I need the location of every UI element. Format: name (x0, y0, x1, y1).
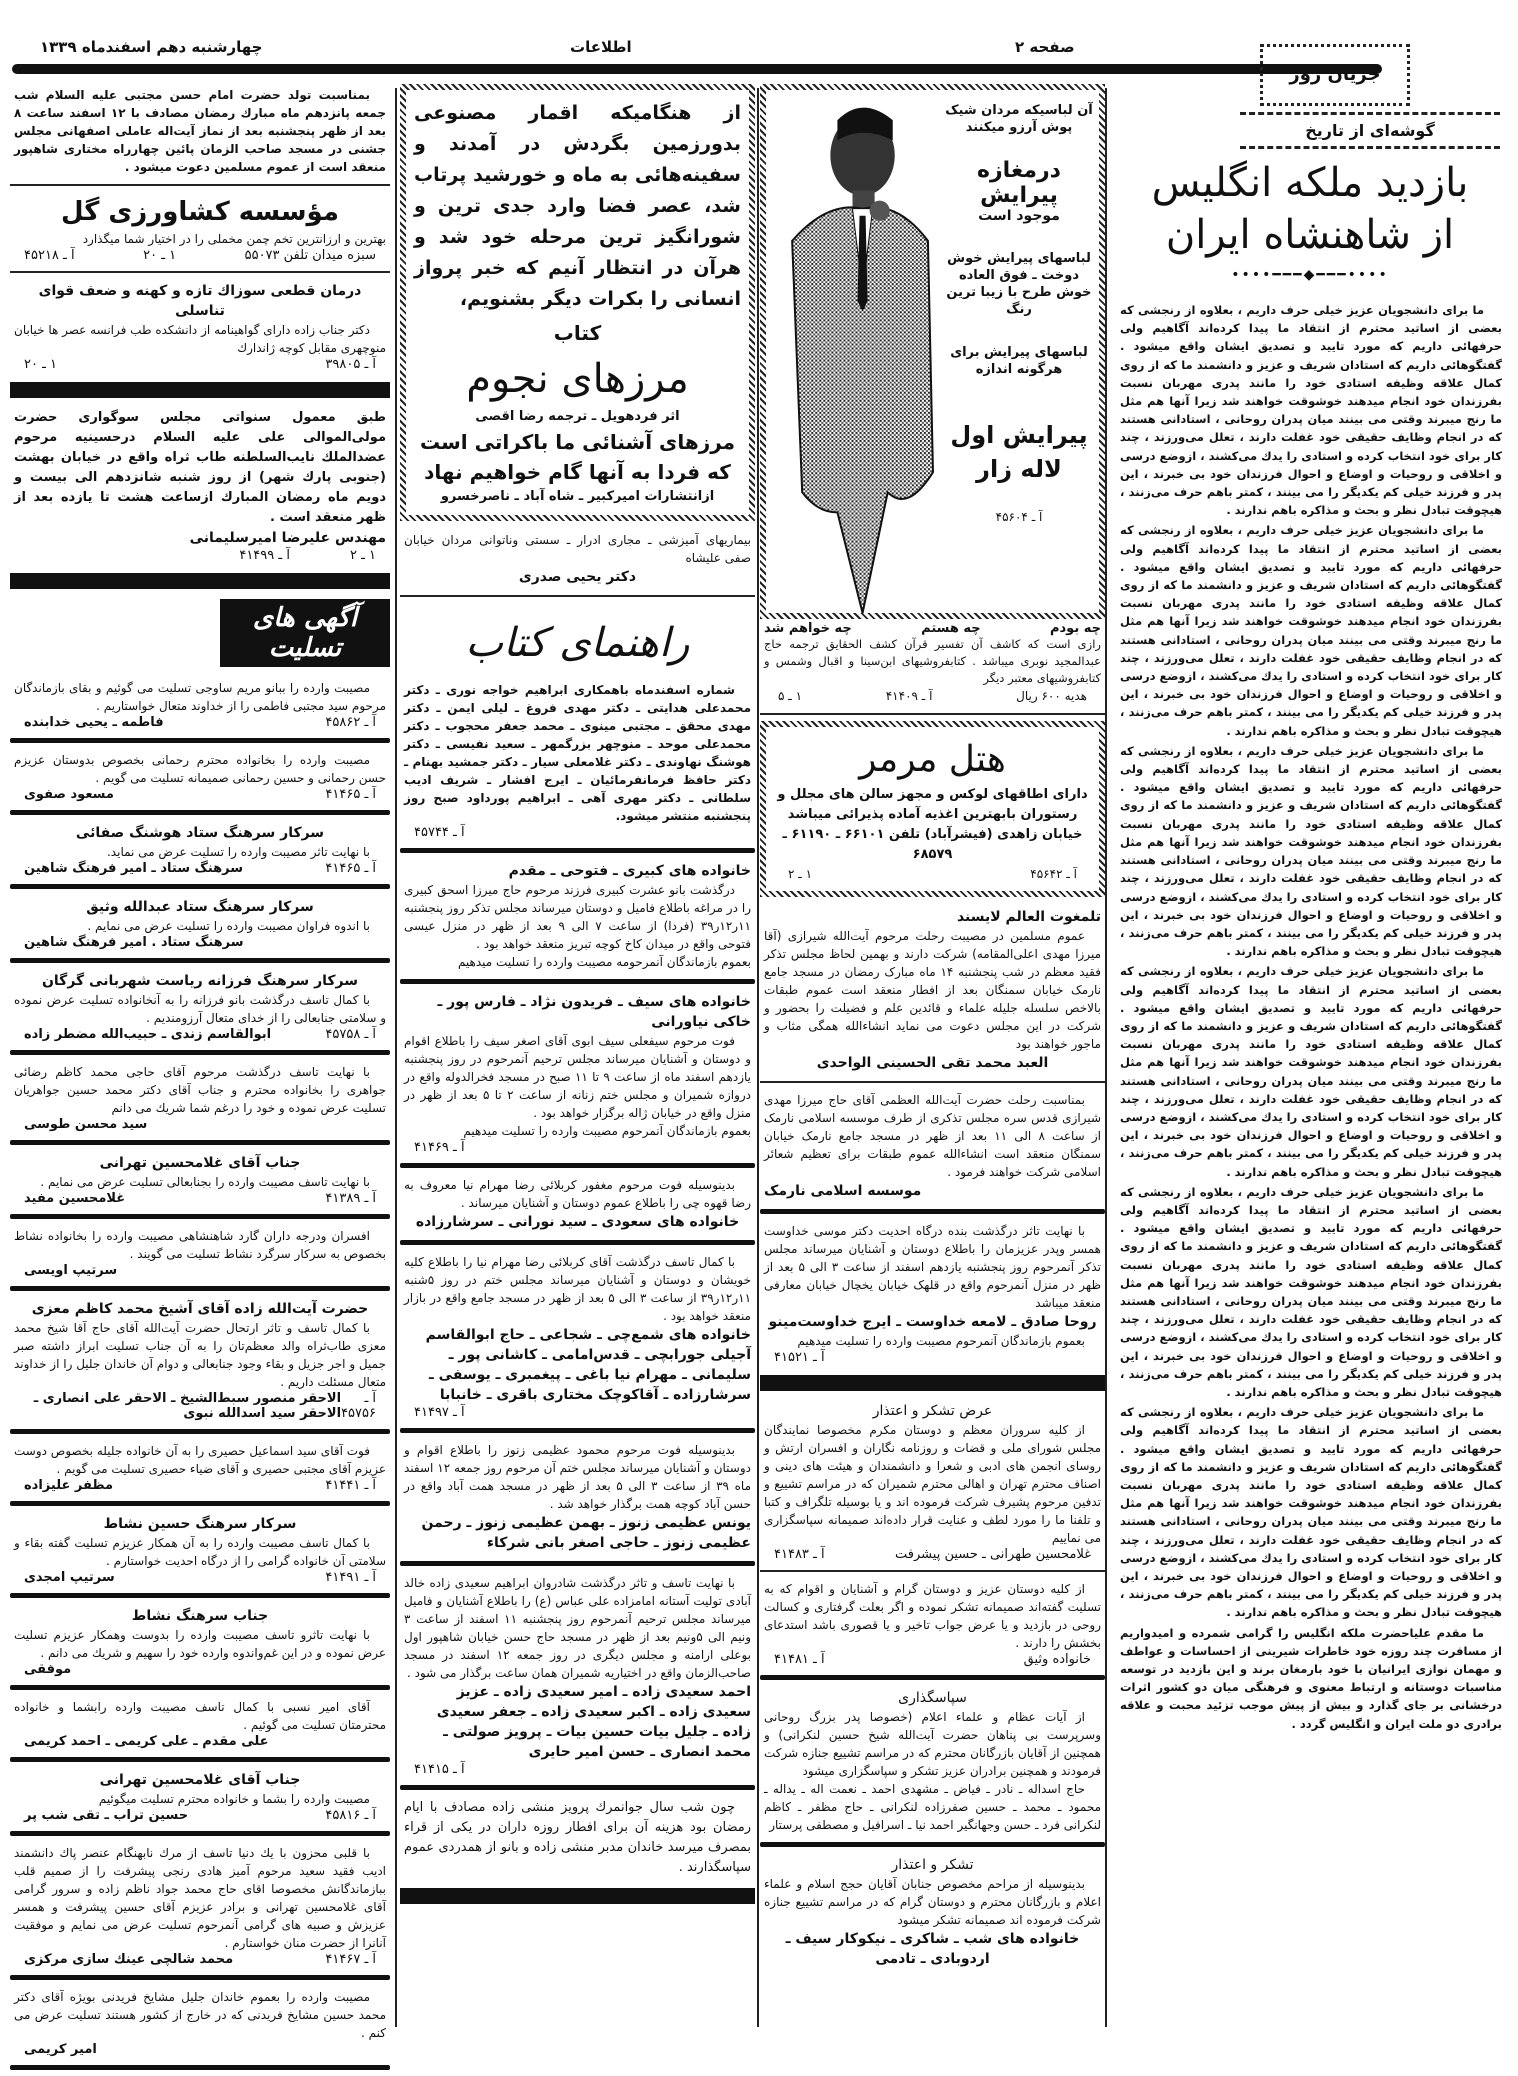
black-divider (10, 382, 390, 398)
condolence-notice (10, 677, 390, 732)
notice-title: سپاسگذاری (898, 1690, 967, 1706)
column-divider (395, 88, 397, 2027)
notice-body: دکتر جناب زاده دارای گواهینامه از دانشکده طب فرانسه عصر ها خیابان منوچهری مقابل کوچه ژاندارك (14, 323, 386, 355)
notice-title: درمان قطعی سوزاك تازه و کهنه و ضعف قوای تناسلی (38, 283, 362, 319)
notice-body: چون شب سال جوانمرك پرویز منشی زاده مصادف با ایام رمضان بود هزینه آن برای افطار روزه داران در یکی از قراء بمصرف میرسد خاندان مدبر منشی زاده و بانو از همدردی عموم سپاسگذارند . (404, 1800, 751, 1875)
notice-body: بعموم بازماندگان آنمرحوم مصیبت وارده را تسلیت میدهیم (797, 1334, 1085, 1348)
astronomy-book-title: مرزهای نجوم (466, 356, 689, 402)
notice-body: با اندوه فراوان مصیبت وارده را تسلیت عرض می نمایم . (87, 919, 370, 933)
man-in-suit-icon (766, 90, 939, 613)
ads-column-4 (10, 84, 390, 2076)
condolence-notice (10, 749, 390, 804)
condolence-notice (10, 1696, 390, 1751)
suit-ad-brand: پیرایش اول (950, 421, 1088, 449)
notice-body: بدینوسیله فوت مرحوم محمود عظیمی زنوز را باطلاع اقوام و دوستان و آشنایان میرساند مجلس ختم آن مرحوم روز جمعه ۱۲ اسفند ماه ۳۹ از ساعت ۳ الی ۵ بعد از ظهر در مسجد همت آباد واقع در حسن آباد کوچه همت برگذار خواهد شد . (404, 1443, 751, 1511)
divider (10, 1050, 390, 1055)
notice-body: عموم مسلمین در مصیبت رحلت مرحوم آیت‌الله شیرازی (آقا میرزا مهدی اعلی‌المقامه) شرکت دارند و بهمین لحاظ مجلس تذکر فقید معظم در شب پنجشنبه ۱۴ ماه مبارک رمضان در مسجد جامع نارمک خیابان سمنگان بعد از افطار منعقد است عموم طبقات بالاخص سلسله جلیله علماء و قائدین علم و فضیلت را بحضور و شرکت در این مجلس دعوت می نماید انشاءالله همگی مثاب و ماجور خواهند بود (764, 929, 1101, 1051)
ad-code: آ ـ ۴۱۴۰۹ (885, 689, 933, 703)
notice-signature: علی مقدم ـ علی کریمی ـ احمد کریمی (24, 1734, 269, 1749)
notice-title: سرکار سرهنگ فرزانه ریاست شهربانی گرگان (41, 973, 359, 989)
condolence-notice (10, 895, 390, 952)
suit-ad (760, 84, 1105, 619)
notice-footer (14, 357, 386, 372)
suit-ad-intro: آن لباسیکه مردان شیک پوش آرزو میکنند (945, 103, 1093, 135)
divider (400, 1428, 755, 1433)
editorial-body (1110, 301, 1510, 1733)
book-razi-body: رازی است که کاشف آن تفسیر قرآن کشف الحقایق ترجمه حاج عبدالمجید نوبری میباشد . کتابفروشیهای ابن‌سینا و اقبال وشمس و کتابفروشیهای معتبر دیگر (764, 637, 1101, 685)
editorial-column (1110, 64, 1510, 1735)
notice-signature: مظفر علیزاده (24, 1478, 114, 1493)
notice-footer (14, 1734, 386, 1749)
notice-footer (14, 1478, 386, 1493)
hotel-marmar-ad (760, 721, 1105, 897)
notice-body: مصیبت وارده را بخانواده محترم رحمانی بخصوص بدوستان عزیزم حسن رحمانی و حسین رحمانی صمیمانه تسلیت می گویم . (14, 753, 386, 785)
divider (10, 271, 390, 273)
book-guide-ad (400, 603, 755, 842)
notice-signature: حسین تراب ـ تقی شب پر (24, 1808, 189, 1823)
condolence-notice (10, 1986, 390, 2059)
agri-title: مؤسسه کشاورزی گل (61, 197, 339, 227)
notice-signature: سرهنگ ستاد ـ امیر فرهنگ شاهین (24, 861, 244, 876)
notice-body: با کمال تاسف مصیبت وارده را به آن همکار عزیزم تسلیت گفته بقاء و سلامتی آن خانواده گرامی را از درگاه احدیت خواستارم . (14, 1536, 386, 1568)
ad-code: آ ـ ۴۱۴۶۹ (414, 1140, 465, 1155)
notice-signature: سرهنگ ستاد . امیر فرهنگ شاهین (24, 935, 244, 950)
column-divider (757, 88, 759, 2027)
notice-footer (764, 1547, 1101, 1562)
ad-code: آ ـ ۴۱۴۸۱ (774, 1652, 825, 1667)
notice-footer (14, 2042, 386, 2057)
editorial-paragraph: ما برای دانشجویان عزیز خیلی حرف داریم ، بعلاوه از رنجشی که بعضی از اساتید محترم از انتقاد ما پیدا کرده‌اند آگاهیم ولی حرفهائی داریم که مورد تایید و تصدیق ایشان واقع میشود . گفتگوهائی داریم که استادان شریف و عزیز و دانشمند ما که از روی کمال علاقه وظیفه استادی خود را مانند پدری مهربان نسبت بفرزندان خود انجام میدهند خوشوقت خواهند شد زیرا آنها هم مثل ما رنج میبرند وقتی می بینند میان پدران روحانی ، استادانی هستند که در انجام وظایف حقیقی خود غفلت دارند ، تعلل می‌ورزند ، چند کار برای خود انتخاب کرده و استادی را یدك می‌کشند ، ازوضع درسی و اخلاقی و روحیات و اوضاع و احوال فرزندان خود بی خبرند ، این پدر و فرزند خیلی کم یکدیگر را می بینند ، کمتر باهم حرف می‌زنند ، هیچوقت تبادل نظر و بحث و مذاکره باهم ندارند . (1120, 303, 1502, 518)
notice-title: خانواده های کبیری ـ فتوحی ـ مقدم (508, 863, 751, 879)
obituary-notice (400, 1251, 755, 1422)
hotel-footer (774, 865, 1091, 883)
notice-signature: خانواده وثیق (1023, 1652, 1091, 1667)
divider (10, 1831, 390, 1836)
book-guide-title: راهنمای کتاب (465, 620, 690, 666)
obituary-notice (400, 1796, 755, 1880)
masthead (10, 30, 1390, 80)
divider (760, 1209, 1105, 1214)
section-label: جریان روز (1289, 64, 1381, 85)
notice-signature: روحا صادق ـ لامعه خداوست ـ ایرج خداوست‌مینو (768, 1314, 1097, 1330)
ad-code: آ ـ ۴۵۷۴۴ (414, 825, 465, 840)
ad-code: آ ـ ۴۵۸۶۲ (325, 715, 376, 730)
history-label: گوشه‌ای از تاریخ (1305, 121, 1435, 140)
ad-code: آ ـ ۴۵۸۱۶ (325, 1808, 376, 1823)
notice-signature: غلامحسین مفید (24, 1191, 126, 1206)
notice-footer (764, 1350, 1101, 1365)
divider (10, 2065, 390, 2070)
section-label-box (1260, 44, 1410, 106)
notice-body: مصیبت وارده را بعموم خاندان جلیل مشایخ فریدنی بویژه آقای دکتر محمد حسین مشایخ فریدنی که در خارج از کشور هستند تسلیت عرض می کنم . (14, 1990, 386, 2040)
notice-signature: سید محسن طوسی (24, 1117, 148, 1132)
notice-signature: موسسه اسلامی نارمک (764, 1183, 922, 1199)
ads-column-3 (400, 84, 755, 1912)
notice-signature: موفقی (24, 1662, 72, 1677)
issue-date: چهارشنبه دهم اسفندماه ۱۳۳۹ (40, 38, 263, 56)
notice-title: عرض تشکر و اعتذار (872, 1403, 993, 1419)
page-number: صفحه ۲ (1015, 38, 1075, 56)
divider (760, 1842, 1105, 1847)
notice-body: مصیبت وارده را ببانو مریم ساوجی تسلیت می گوئیم و بقای بازماندگان مرحوم سید مجتبی فاطمی را از خداوند متعال خواستاریم . (14, 681, 386, 713)
notice-body: با کمال تاسف درگذشت بانو فرزانه را به آنخانواده تسلیت عرض نموده و سلامتی جنابعالی را از خدای متعال آرزومندیم . (14, 993, 386, 1025)
condolence-notice (10, 1440, 390, 1495)
hotel-body: دارای اطاقهای لوکس و مجهز سالن های مجلل و رستوران بابهترین اغذیه آماده پذیرائی میباشد (777, 787, 1088, 822)
notice-body: با نهایت تاسف و تاثر درگذشت شادروان ابراهیم سعیدی زاده خالد آبادی تولیت آستانه امامزاده علی عباس (ع) را باطلاع آشنایان و فامیل میرساند مجلس ترحیم آنمرحوم روز پنجشنبه ۱۱ اسفند از ساعت ۳ ونیم الی ۵ونیم بعد از ظهر در مسجد حاج حسن خیابان شاهپور اول بوعلی ارامنه و مجلس دیگری در روز جمعه ۱۲ اسفند در مسجد صاحب‌الزمان واقع در اختیاریه شمیران همان ساعت برگذار می شود . (404, 1576, 752, 1680)
history-label-box (1240, 112, 1500, 149)
notice-body: بهترین و ارزانترین تخم چمن مخملی را در اختیار شما میگذارد (82, 232, 386, 246)
condolence-notice (10, 1297, 390, 1423)
notice-signature: خانواده های شب ـ شاکری ـ نیکوکار سیف ـ اردوبادی ـ تادمی (785, 1931, 1080, 1967)
run-number: ۱ ـ ۲۰ (24, 357, 58, 372)
notice-title: جناب آقای غلامحسین تهرانی (99, 1772, 301, 1788)
notice-body: از کلیه سروران معظم و دوستان مکرم مخصوصا نمایندگان مجلس شورای ملی و قضات و روزنامه نگاران و افسران ارتش و روسای انجمن های ادبی و شعرا و دانشمندان و هیئت های دینی و اصناف محترم تهران و اهالی محترم شمیران که در مراسم تشییع و تدفین مرحوم پشیرف شرکت فرموده اند و یا بوسیله تلگراف و کتبا و تلفنا ما را مورد لطف و عنایت قرار داده‌اند صمیمانه سپاسگزاری می نماییم (764, 1423, 1101, 1545)
notice-footer (14, 548, 386, 563)
notice-signature: العبد محمد تقی الحسینی الواحدی (816, 1055, 1049, 1071)
notice-body: از کلیه دوستان عزیز و دوستان گرام و آشنایان و اقوام که به تسلیت گفته‌اند صمیمانه تشکر نموده و اگر بعلت گرفتاری و کسالت روحی در بازدید و یا عرض جواب تاخیر و یا قصوری باشد استدعای بخشش را دارند . (764, 1582, 1101, 1650)
notice-body: طبق معمول سنواتی مجلس سوگواری حضرت مولی‌الموالی علی علیه السلام درحسینیه مرحوم عضدالملك نایب‌السلطنه طاب ثراه واقع در خیابان بهشت (جنوبی پارك شهر) از روز شنبه شانزدهم الی بیست و دویم ماه رمضان المبارك ازساعت هشت تا یازده بعد از ظهر منعقد است . (14, 410, 386, 525)
ad-code: آ ـ ۴۱۵۲۱ (774, 1350, 825, 1365)
notice-body: مصیبت وارده را بشما و خانواده محترم تسلیت میگوئیم (98, 1792, 370, 1806)
notice-signature: محمد شالچی عینك سازی مرکزی (24, 1952, 234, 1967)
editorial-paragraph: ما برای دانشجویان عزیز خیلی حرف داریم ، بعلاوه از رنجشی که بعضی از اساتید محترم از انتقاد ما پیدا کرده‌اند آگاهیم ولی حرفهائی داریم که مورد تایید و تصدیق ایشان واقع میشود . گفتگوهائی داریم که استادان شریف و عزیز و دانشمند ما که از روی کمال علاقه وظیفه استادی خود را مانند پدری مهربان نسبت بفرزندان خود انجام میدهند خوشوقت خواهند شد زیرا آنها هم مثل ما رنج میبرند وقتی می بینند میان پدران روحانی ، استادانی هستند که در انجام وظایف حقیقی خود غفلت دارند ، تعلل می‌ورزند ، چند کار برای خود انتخاب کرده و استادی را یدك می‌کشند ، ازوضع درسی و اخلاقی و روحیات و اوضاع و احوال فرزندان خود بی خبرند ، این پدر و فرزند خیلی کم یکدیگر را می بینند ، کمتر باهم حرف می‌زنند ، هیچوقت تبادل نظر و بحث و مذاکره باهم ندارند . (1120, 743, 1502, 959)
notice-body: بمناسبت رحلت حضرت آیت‌الله العظمی آقای حاج میرزا مهدی شیرازی قدس سره مجلس تذکری از طرف موسسه اسلامی نارمک از ساعت ۸ الی ۱۱ بعد از ظهر در مسجد جامع نارمک خیابان سمنگان منعقد است انشاءالله عموم طبقات برای تعظیم شعائر اسلامی شرکت خواهند فرمود . (764, 1093, 1101, 1179)
astronomy-author: اثر فردهویل ـ ترجمه رضا اقصی (475, 409, 680, 424)
notice-footer (14, 248, 386, 263)
suit-ad-available: موجود است (978, 208, 1060, 224)
notice-body: شماره اسفندماه باهمکاری ابراهیم خواجه نوری ـ دکتر محمدعلی هدایتی ـ دکتر مهدی فروغ ـ لیلی ایمن ـ دکتر مهدی محقق ـ مجتبی مینوی ـ محمد جعفر محجوب ـ دکتر محمدعلی موحد ـ منوچهر بزرگمهر ـ سعید نفیسی ـ دکتر هوشنگ نهاوندی ـ دکتر غلامعلی سیار ـ دکتر جمشید بهنام ـ دکتر حافظ فرمانفرمائیان ـ ایرج افشار ـ شریف ادیب سلطانی ـ دکتر مهری آهی ـ ابراهیم پورداود صبح روز پنجشنبه منتشر میشود. (404, 683, 751, 823)
divider (10, 1214, 390, 1219)
condolence-notice (10, 1768, 390, 1825)
suit-illustration (766, 90, 939, 613)
notice-signature: احمد سعیدی زاده ـ امیر سعیدی زاده ـ عزیز سعیدی زاده ـ اکبر سعیدی زاده ـ جعفر سعیدی زاده ـ جلیل بیات حسین بیات ـ پرویز صولتی ـ محمد انصاری ـ حسن امیر حایری (436, 1684, 751, 1760)
main-headline (1110, 157, 1510, 261)
divider (10, 738, 390, 743)
notice-body: با نهایت تاسف مصیبت وارده را بجنابعالی تسلیت عرض می نمایم . (40, 1175, 370, 1189)
narmak-notice (760, 1089, 1105, 1203)
notice-footer (404, 1140, 751, 1155)
notice-signature: فاطمه ـ یحیی خدابنده (24, 715, 164, 730)
notice-body: با قلبی محزون با یك دنیا تاسف از مرك نابهنگام عنصر پاك دانشمند ادیب فقید سعید مرحوم آمیز هادی رنجی پیشرفت را از صمیم قلب ببازماندگانش مخصوصا اقای حاج محمد جواد ناظم زاده و سرور گرامی آقای غلامحسین تهرانی و برادر عزیزم آقای حسین پیشرفت و همسر عزیزش و صبیه های گرامی آنمرحوم تسلیت عرض می نمایم و موفقیت آنانرا از حضرت منان خواستارم . (14, 1846, 386, 1950)
book-razi-title (764, 621, 1101, 636)
thanks-notice (760, 1853, 1105, 1971)
notice-signature: مسعود صفوی (24, 787, 114, 802)
newspaper-name: اطلاعات (570, 38, 632, 56)
divider (400, 1785, 755, 1790)
divider (400, 1163, 755, 1168)
suit-ad-store: درمغازه پیرایش (977, 158, 1061, 208)
editorial-paragraph: ما برای دانشجویان عزیز خیلی حرف داریم ، بعلاوه از رنجشی که بعضی از اساتید محترم از انتقاد ما پیدا کرده‌اند آگاهیم ولی حرفهائی داریم که مورد تایید و تصدیق ایشان واقع میشود . گفتگوهائی داریم که استادان شریف و عزیز و دانشمند ما که از روی کمال علاقه وظیفه استادی خود را مانند پدری مهربان نسبت بفرزندان خود انجام میدهند خوشوقت خواهند شد زیرا آنها هم مثل ما رنج میبرند وقتی می بینند میان پدران روحانی ، استادانی هستند که در انجام وظایف حقیقی خود غفلت دارند ، تعلل می‌ورزند ، چند کار برای خود انتخاب کرده و استادی را یدك می‌کشند ، ازوضع درسی و اخلاقی و روحیات و اوضاع و احوال فرزندان خود بی خبرند ، این پدر و فرزند خیلی کم یکدیگر را می بینند ، کمتر باهم حرف می‌زنند ، هیچوقت تبادل نظر و بحث و مذاکره باهم ندارند . (1120, 1184, 1502, 1399)
notice-signature: مهندس علیرضا امیرسلیمانی (189, 530, 386, 546)
notice-title: تشکر و اعتذار (891, 1857, 974, 1873)
ad-code: آ ـ ۴۱۴۹۷ (414, 1405, 465, 1420)
condolence-notice (10, 1061, 390, 1134)
notice-footer (404, 1762, 751, 1777)
ad-code: آ ـ ۴۱۴۱۵ (414, 1762, 465, 1777)
thanks-notice (760, 1578, 1105, 1669)
notice-title: سرکار سرهنگ ستاد عبدالله وثیق (86, 899, 314, 915)
notice-signature: خانواده های سعودی ـ سید نورانی ـ سرشارزاده (415, 1214, 740, 1230)
divider (400, 979, 755, 984)
thanks-notice (760, 1399, 1105, 1564)
notice-body: فوت مرحوم سیفعلی سیف ابوی آقای اصغر سیف را باطلاع اقوام و دوستان و آشنایان میرساند مجلس ترحیم آنمرحوم در روز پنجشنبه یازدهم اسفند ماه از ساعت ۹ تا ۱۱ صبح در مسجد فخرالدوله واقع در دروازه شمیران و مجلس ختم زنانه از ساعت ۲ تا ۵ بعد از ظهر در منزل واقع در خیابان ژاله برگزار خواهد بود . (404, 1034, 752, 1120)
notice-body: بدینوسیله فوت مرحوم مغفور کربلائی رضا مهرام نیا معروف به رضا قهوه چی را باطلاع عموم دوستان و آشنایان میرساند . (404, 1178, 751, 1210)
notice-footer (14, 715, 386, 730)
divider (760, 1570, 1105, 1572)
agri-ad (10, 192, 390, 265)
ornament-divider: ••••━━━◆━━━•••• (1231, 267, 1389, 283)
notice-body: بیماریهای آمیزشی ـ مجاری ادرار ـ سستی وناتوانی مردان خیابان صفی علیشاه (404, 533, 751, 565)
ad-code: آ ـ ۴۱۴۶۵ (325, 787, 376, 802)
notice-footer (404, 825, 751, 840)
black-divider (10, 573, 390, 589)
divider (400, 1561, 755, 1566)
notice-signature: یونس عظیمی زنوز ـ بهمن عظیمی زنوز ـ رحمن عظیمی زنوز ـ حاجی اصغر بانی شرکاء (421, 1515, 751, 1551)
book-razi-footer (764, 687, 1101, 705)
notice-title: سرکار سرهنگ حسین نشاط (103, 1516, 297, 1532)
hotel-address: خیابان زاهدی (فیشرآباد) تلفن ۶۶۱۰۱ ـ ۶۱۱۹۰ ـ ۶۸۵۷۹ (782, 827, 1083, 862)
run-number: ۱ ـ ۲ (349, 548, 376, 563)
title-part: چه خواهم شد (764, 621, 852, 636)
astronomy-book-label: کتاب (553, 321, 602, 345)
ad-code: آ ـ ۴۵۶۴۲ (1030, 867, 1077, 881)
ads-column-2 (760, 84, 1105, 1971)
divider (10, 1501, 390, 1506)
notice-signature: الاحقر منصور سبط‌الشیخ ـ الاحقر علی انصاری ـ الاحقر سید اسدالله نبوی (33, 1391, 342, 1421)
notice-body: فوت آقای سید اسماعیل حصیری را به آن خانواده جلیله بخصوص دوست عزیزم آقای مجتبی حصیری و آقای ضیاء حصیری تسلیت می گویم . (14, 1444, 386, 1476)
suit-ad-desc: لباسهای پیرایش خوش دوخت ـ فوق العاده خوش طرح با زیبا ترین رنگ (946, 251, 1092, 317)
suit-ad-location: لاله زار (976, 455, 1062, 483)
condolence-notice (10, 1151, 390, 1208)
gratitude-notice (760, 1686, 1105, 1836)
ad-code: آ ـ ۳۹۸۰۵ (325, 357, 376, 372)
ad-code: آ ـ ۴۱۴۹۱ (325, 1570, 376, 1585)
condolence-notice (10, 821, 390, 878)
ad-code: آ ـ ۴۵۲۱۸ (24, 248, 75, 263)
obituary-notice (400, 1174, 755, 1234)
notice-signature: سرتیپ امجدی (24, 1570, 115, 1585)
price: هدیه ۶۰۰ ریال (1016, 689, 1087, 703)
khodadoost-notice (760, 1220, 1105, 1367)
address: سبزه میدان تلفن ۵۵۰۷۳ (244, 248, 376, 263)
book-razi-ad (760, 619, 1105, 707)
notice-footer (14, 861, 386, 876)
ad-code: آ ـ ۴۱۴۶۷ (325, 1952, 376, 1967)
notice-footer (404, 1405, 751, 1420)
doctor-name: دکتر یحیی صدری (518, 569, 637, 585)
headline-line-1: بازدید ملکه انگلیس (1151, 160, 1469, 206)
editorial-paragraph: ما برای دانشجویان عزیز خیلی حرف داریم ، بعلاوه از رنجشی که بعضی از اساتید محترم از انتقاد ما پیدا کرده‌اند آگاهیم ولی حرفهائی داریم که مورد تایید و تصدیق ایشان واقع میشود . گفتگوهائی داریم که استادان شریف و عزیز و دانشمند ما که از روی کمال علاقه وظیفه استادی خود را مانند پدری مهربان نسبت بفرزندان خود انجام میدهند خوشوقت خواهند شد زیرا آنها هم مثل ما رنج میبرند وقتی می بینند میان پدران روحانی ، استادانی هستند که در انجام وظایف حقیقی خود غفلت دارند ، تعلل می‌ورزند ، چند کار برای خود انتخاب کرده و استادی را یدك می‌کشند ، ازوضع درسی و اخلاقی و روحیات و اوضاع و احوال فرزندان خود بی خبرند ، این پدر و فرزند خیلی کم یکدیگر را می بینند ، کمتر باهم حرف می‌زنند ، هیچوقت تبادل نظر و بحث و مذاکره باهم ندارند . (1120, 1405, 1502, 1620)
divider (10, 184, 390, 186)
title-part: چه بودم (1049, 621, 1101, 636)
notice-signature: امیر کریمی (24, 2042, 97, 2057)
divider (10, 1286, 390, 1291)
masthead-rule (12, 64, 1382, 74)
run-number: ۱ ـ ۲۰ (143, 248, 177, 263)
condolence-notice (10, 1842, 390, 1969)
divider (10, 958, 390, 963)
hotel-title: هتل مرمر (859, 739, 1006, 780)
astronomy-tagline: مرزهای آشنائی ما باکراتی است که فردا به آنها گام خواهیم نهاد (419, 430, 736, 484)
divider (10, 1685, 390, 1690)
mourning-ad (10, 406, 390, 565)
notice-footer (14, 1952, 386, 1967)
doctor-ad (400, 529, 755, 589)
ad-code: آ ـ ۴۱۴۹۹ (239, 548, 290, 563)
divider (760, 1081, 1105, 1083)
notice-title: تلمغوت العالم لایسند (956, 909, 1101, 925)
notice-signature: بعموم بازماندگان آنمرحومه مصیبت وارده را تسلیت میدهیم (457, 955, 751, 969)
notice-signature: ابوالقاسم زندی ـ حبیب‌الله مضطر زاده (24, 1027, 272, 1042)
ad-code: آ ـ ۴۱۳۸۹ (325, 1191, 376, 1206)
notice-footer (14, 1263, 386, 1278)
ad-code: آ ـ ۴۱۴۴۱ (325, 1478, 376, 1493)
black-divider (760, 1375, 1105, 1391)
notice-footer (14, 1662, 386, 1677)
ad-code: آ ـ ۴۱۴۶۵ (325, 861, 376, 876)
title-part: چه هستم (921, 621, 981, 636)
telegram-notice (760, 905, 1105, 1075)
notice-body: از آیات عظام و علماء اعلام (خصوصا پدر بزرگ روحانی وسرپرست بی پناهان حضرت آیت‌الله شیخ حسین لنکرانی) و همچنین از آقایان بازرگانان محترم که در مراسم تشییع جنازه شرکت فرمودند و همچنین برادران عزیز تشکر و سپاسگزاری میشود (764, 1710, 1101, 1778)
notice-footer (14, 1570, 386, 1585)
black-divider (400, 1888, 755, 1904)
condolence-section-banner: آگهی های تسلیت (220, 599, 390, 667)
obituary-notice (400, 990, 755, 1157)
divider (400, 595, 755, 597)
notice-signature: بعموم بازماندگان آنمرحوم مصیبت وارده را تسلیت میدهیم (463, 1124, 751, 1138)
notice-body: بدینوسیله از مراحم مخصوص جنابان آقایان حجج اسلام و علماء اعلام و بازرگانان محترم و دوستان گرام که در مراسم تشییع جنازه شرکت فرموده اند صمیمانه تشکر میشود (764, 1877, 1101, 1927)
notice-signature: خانواده های شمع‌چی ـ شجاعی ـ حاج ابوالقاسم آجیلی جورابچی ـ قدس‌امامی ـ کاشانی پور ـ سلیمانی ـ مهرام نیا باغی ـ پیغمبری ـ یوسفی ـ سرشارزاده ـ آقاکوچک مختاری باقری ـ خانبابا (425, 1327, 751, 1403)
notice-title: جناب سرهنگ نشاط (131, 1608, 269, 1624)
notice-footer (14, 1191, 386, 1206)
notice-body: افسران ودرجه داران گارد شاهنشاهی مصیبت وارده را بخانواده نشاط بخصوص به سرکار سرگرد نشاط تسلیت می گویند . (14, 1229, 386, 1261)
notice-signature: حاج اسداله ـ نادر ـ فیاض ـ مشهدی احمد ـ نعمت اله ـ یداله ـ محمود ـ محمد ـ حسین صفرزاده لنکرانی ـ حاج مظفر ـ کاظم لنکرانی فرد ـ حسن وجهانگیر احمد نیا ـ اسرافیل و مصطفی پرستار (764, 1782, 1101, 1832)
notice-body: بمناسبت تولد حضرت امام حسن مجتبی علیه السلام شب جمعه پانزدهم ماه مبارك رمضان مصادف با ۱۲ اسفند ساعت ۸ بعد از ظهر پنجشنبه بعد از نماز آیت‌اله عاملی اصفهانی مجلس جشنی در مسجد صاحب الزمان پائین چهارراه مختاری شاهپور منعقد است از عموم مسلمین دعوت میشود . (14, 88, 386, 174)
condolence-notice (10, 1512, 390, 1587)
obituary-notice (400, 1439, 755, 1555)
run-number: ۱ ـ ۵ (778, 689, 803, 703)
editorial-paragraph: ما برای دانشجویان عزیز خیلی حرف داریم ، بعلاوه از رنجشی که بعضی از اساتید محترم از انتقاد ما پیدا کرده‌اند آگاهیم ولی حرفهائی داریم که مورد تایید و تصدیق ایشان واقع میشود . گفتگوهائی داریم که استادان شریف و عزیز و دانشمند ما که از روی کمال علاقه وظیفه استادی خود را مانند پدری مهربان نسبت بفرزندان خود انجام میدهند خوشوقت خواهند شد زیرا آنها هم مثل ما رنج میبرند وقتی می بینند میان پدران روحانی ، استادانی هستند که در انجام وظایف حقیقی خود غفلت دارند ، تعلل می‌ورزند ، چند کار برای خود انتخاب کرده و استادی را یدك می‌کشند ، ازوضع درسی و اخلاقی و روحیات و اوضاع و احوال فرزندان خود بی خبرند ، این پدر و فرزند خیلی کم یکدیگر را می بینند ، کمتر باهم حرف می‌زنند ، هیچوقت تبادل نظر و بحث و مذاکره باهم ندارند . (1120, 523, 1502, 738)
editorial-paragraph: ما برای دانشجویان عزیز خیلی حرف داریم ، بعلاوه از رنجشی که بعضی از اساتید محترم از انتقاد ما پیدا کرده‌اند آگاهیم ولی حرفهائی داریم که مورد تایید و تصدیق ایشان واقع میشود . گفتگوهائی داریم که استادان شریف و عزیز و دانشمند ما که از روی کمال علاقه وظیفه استادی خود را مانند پدری مهربان نسبت بفرزندان خود انجام میدهند خوشوقت خواهند شد زیرا آنها هم مثل ما رنج میبرند وقتی می بینند میان پدران روحانی ، استادانی هستند که در انجام وظایف حقیقی خود غفلت دارند ، تعلل می‌ورزند ، چند کار برای خود انتخاب کرده و استادی را یدك می‌کشند ، ازوضع درسی و اخلاقی و روحیات و اوضاع و احوال فرزندان خود بی خبرند ، این پدر و فرزند خیلی کم یکدیگر را می بینند ، کمتر باهم حرف می‌زنند ، هیچوقت تبادل نظر و بحث و مذاکره باهم ندارند . (1120, 964, 1502, 1179)
notice-body: با نهایت تاثرو تاسف مصیبت وارده را بدوست وهمکار عزیزم تسلیت عرض نموده و در این غم‌واندوه وارده خود را سهیم و شریك می دانم . (14, 1628, 386, 1660)
divider (400, 848, 755, 853)
birthday-notice (10, 84, 390, 178)
notice-title: خانواده های سیف ـ فریدون نژاد ـ فارس پور ـ خاکی نیاورانی (437, 994, 751, 1030)
condolence-notice (10, 969, 390, 1044)
astronomy-book-ad (400, 84, 755, 521)
notice-footer (14, 787, 386, 802)
condolence-notice (10, 1604, 390, 1679)
divider (10, 1757, 390, 1762)
condolence-list (10, 677, 390, 2070)
notice-body: با نهایت تاسف درگذشت مرحوم آقای حاجی محمد کاظم رضائی جواهری را بخانواده محترم و جناب آقای دکتر محمد حسین جواهریان تسلیت عرض نموده و خود را درغم شما شریك می دانم (14, 1065, 386, 1115)
notice-signature: غلامحسین طهرانی ـ حسین پیشرفت (895, 1547, 1091, 1562)
notice-footer (14, 935, 386, 950)
divider (760, 1675, 1105, 1680)
divider (400, 1240, 755, 1245)
ad-code: آ ـ ۴۵۷۵۸ (325, 1027, 376, 1042)
headline-line-2: از شاهنشاه ایران (1165, 212, 1455, 258)
clinic-ad (10, 279, 390, 374)
suit-ad-code: آ ـ ۴۵۶۰۴ (995, 510, 1043, 524)
ad-code: آ ـ ۴۵۷۵۶ (341, 1391, 376, 1421)
notice-body: با کمال تاسف درگذشت آقای کربلائی رضا مهرام نیا را باطلاع کلیه خویشان و دوستان و آشنایان میرساند مجلس ختم در روز ۵شنبه ۱۱ر۱۲ر۳۹ از ساعت ۳ الی ۵ بعد از ظهر در مسجد جامع واقع در بازار منعقد خواهد بود . (404, 1255, 752, 1323)
condolence-notice (10, 1225, 390, 1280)
notice-footer (14, 1391, 386, 1421)
divider (10, 1975, 390, 1980)
notice-footer (14, 1808, 386, 1823)
suit-ad-text (939, 90, 1099, 613)
notice-body: با نهایت تاثر مصیبت وارده را تسلیت عرض می نماید. (106, 845, 370, 859)
notice-body: آقای امیر نسبی با کمال تاسف مصیبت وارده رابشما و خانواده محترمتان تسلیت می گوئیم . (14, 1700, 386, 1732)
run-number: ۱ ـ ۲ (788, 867, 813, 881)
notice-title: سرکار سرهنگ ستاد هوشنگ صفائی (75, 825, 325, 841)
divider (10, 810, 390, 815)
obituary-notice (400, 859, 755, 973)
divider (10, 1593, 390, 1598)
ad-code: آ ـ ۴۱۴۸۳ (774, 1547, 825, 1562)
notice-footer (14, 1027, 386, 1042)
astronomy-intro: از هنگامیکه اقمار مصنوعی بدورزمین بگردش در آمدند و سفینه‌هائی به ماه و خورشید پرتاب شد، عصر فضا وارد جدی ترین و شورانگیز ترین مرحله خود شد و هرآن در انتظار آنیم که خبر پرواز انسانی را بکرات دیگر بشنویم، (414, 102, 741, 310)
obituary-notice (400, 1572, 755, 1779)
notice-body: با کمال تاسف و تاثر ارتحال حضرت آیت‌الله آقای حاج آقا شیخ محمد معزی طاب‌ثراه والد معظم‌تان را به آن جناب تسلیت ابراز داشته صبر جمیل و اجر جزیل و بقاء وجود جنابعالی و دوام آن خاندان جلیل را از خداوند متعال مسئلت داریم . (14, 1321, 386, 1389)
notice-title: حضرت آیت‌الله زاده آقای آشیخ محمد کاظم معزی (31, 1301, 369, 1317)
notice-body: با نهایت تاثر درگذشت بنده درگاه احدیت دکتر موسی خداوست همسر وپدر عزیزمان را باطلاع دوستان و آشنایان میرساند مجلس تذکر آنمرحوم روز پنجشنبه یازدهم اسفند از ساعت ۳ الی ۵ بعد از ظهر در منزل آنمرحوم واقع در قلهک خیابان یخچال خیابان معارفی منعقد میباشد (764, 1224, 1102, 1310)
notice-footer (14, 1117, 386, 1132)
column-divider (1105, 88, 1107, 2027)
divider (10, 1429, 390, 1434)
notice-signature: سرتیپ اویسی (24, 1263, 118, 1278)
editorial-paragraph: ما مقدم علیاحضرت ملکه انگلیس را گرامی شمرده و امیدواریم از مسافرت چند روزه خود خاطرات شیرینی از احساسات و عواطف و مهمان نوازی ایرانیان با خود بارمغان برند و این بازدید در توسعه مناسبات دوستانه و ارتباط معنوی و فرهنگی میان دو کشور اثرات درخشانی بر جای گذارد و بیش از پیش موجب تزئید محبت و علاقه برادری دو ملت ایران و انگلیس گردد . (1120, 1625, 1502, 1731)
notice-title: جناب آقای غلامحسین تهرانی (99, 1155, 301, 1171)
suit-ad-sizes: لباسهای پیرایش برای هرگونه اندازه (950, 345, 1088, 377)
notice-footer (764, 1652, 1101, 1667)
divider (760, 713, 1105, 715)
astronomy-publisher: ازانتشارات امیرکبیر ـ شاه آباد ـ ناصرخسرو (440, 489, 715, 504)
divider (10, 1140, 390, 1145)
divider (10, 884, 390, 889)
notice-body: درگذشت بانو عشرت کبیری فرزند مرحوم حاج میرزا اسحق کبیری را در مراغه باطلاع فامیل و دوستان میرساند مجلس تذکر روز پنجشنبه ۱۱ر۱۲ر۳۹ (فردا) از ساعت ۷ الی ۹ بعد از ظهر در منزل عیسی فتوحی واقع در میدان کاخ کوچه تبریز منعقد خواهد بود . (404, 883, 751, 951)
